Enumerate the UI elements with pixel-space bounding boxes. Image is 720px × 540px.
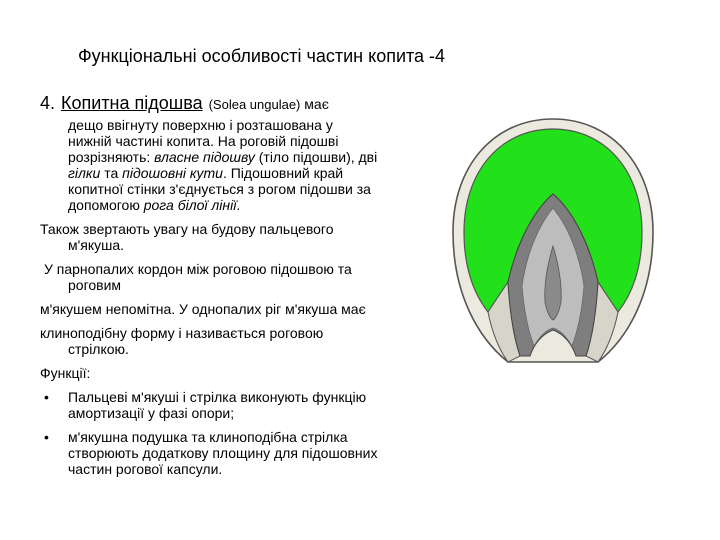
text-line: м'якушем непомітна. У однопалих ріг м'якуша має (40, 301, 366, 317)
text-italic: рога білої лінії (143, 197, 237, 213)
text-line: клиноподібну форму і називається роговою (40, 325, 324, 341)
section-number: 4. (40, 93, 56, 113)
text-line: нижній частині копита. На роговій підошві (68, 133, 339, 149)
text-line: дещо ввігнуту поверхню і розташована у (68, 117, 333, 133)
text-span: . (236, 197, 241, 213)
hoof-sole-diagram (450, 116, 656, 366)
text-italic: підошовні кути (122, 165, 223, 181)
bullet-marker: • (44, 389, 49, 405)
slide-title: Функціональні особливості частин копита -4 (78, 46, 446, 66)
list-item: Пальцеві м'якуші і стрілка виконують функцію (68, 389, 367, 405)
text-italic: власне підошву (154, 149, 255, 165)
text-span: та (100, 165, 123, 181)
text-line: Функції: (40, 365, 91, 381)
list-item: частин рогової капсули. (68, 461, 223, 477)
list-item: амортизації у фазі опори; (68, 405, 235, 421)
text-italic: гілки (68, 165, 101, 181)
section-tail: має (300, 96, 329, 112)
list-item: створюють додаткову площину для підошовних (68, 445, 378, 461)
list-item: м'якушна подушка та клиноподібна стрілка (68, 429, 348, 445)
text-line: копитної стінки з'єднується з рогом підошви за (68, 181, 371, 197)
section-latin: (Solea ungulae) (208, 97, 301, 112)
text-line: Також звертають увагу на будову пальцевого (40, 221, 334, 237)
text-line: У парнопалих кордон між роговою підошвою та (44, 261, 352, 277)
text-line (68, 165, 343, 181)
bullet-marker: • (44, 429, 49, 445)
text-line: стрілкою. (68, 341, 129, 357)
section-term: Копитна підошва (61, 93, 203, 113)
text-span: розрізняють: (68, 149, 155, 165)
text-line: м'якуша. (68, 237, 125, 253)
text-line: роговим (68, 277, 122, 293)
text-span: (тіло підошви), дві (254, 149, 378, 165)
text-line (68, 197, 240, 213)
text-span: допомогою (68, 197, 144, 213)
text-span: . Підошовний край (222, 165, 344, 181)
section-heading (40, 92, 329, 116)
text-line (68, 149, 377, 165)
